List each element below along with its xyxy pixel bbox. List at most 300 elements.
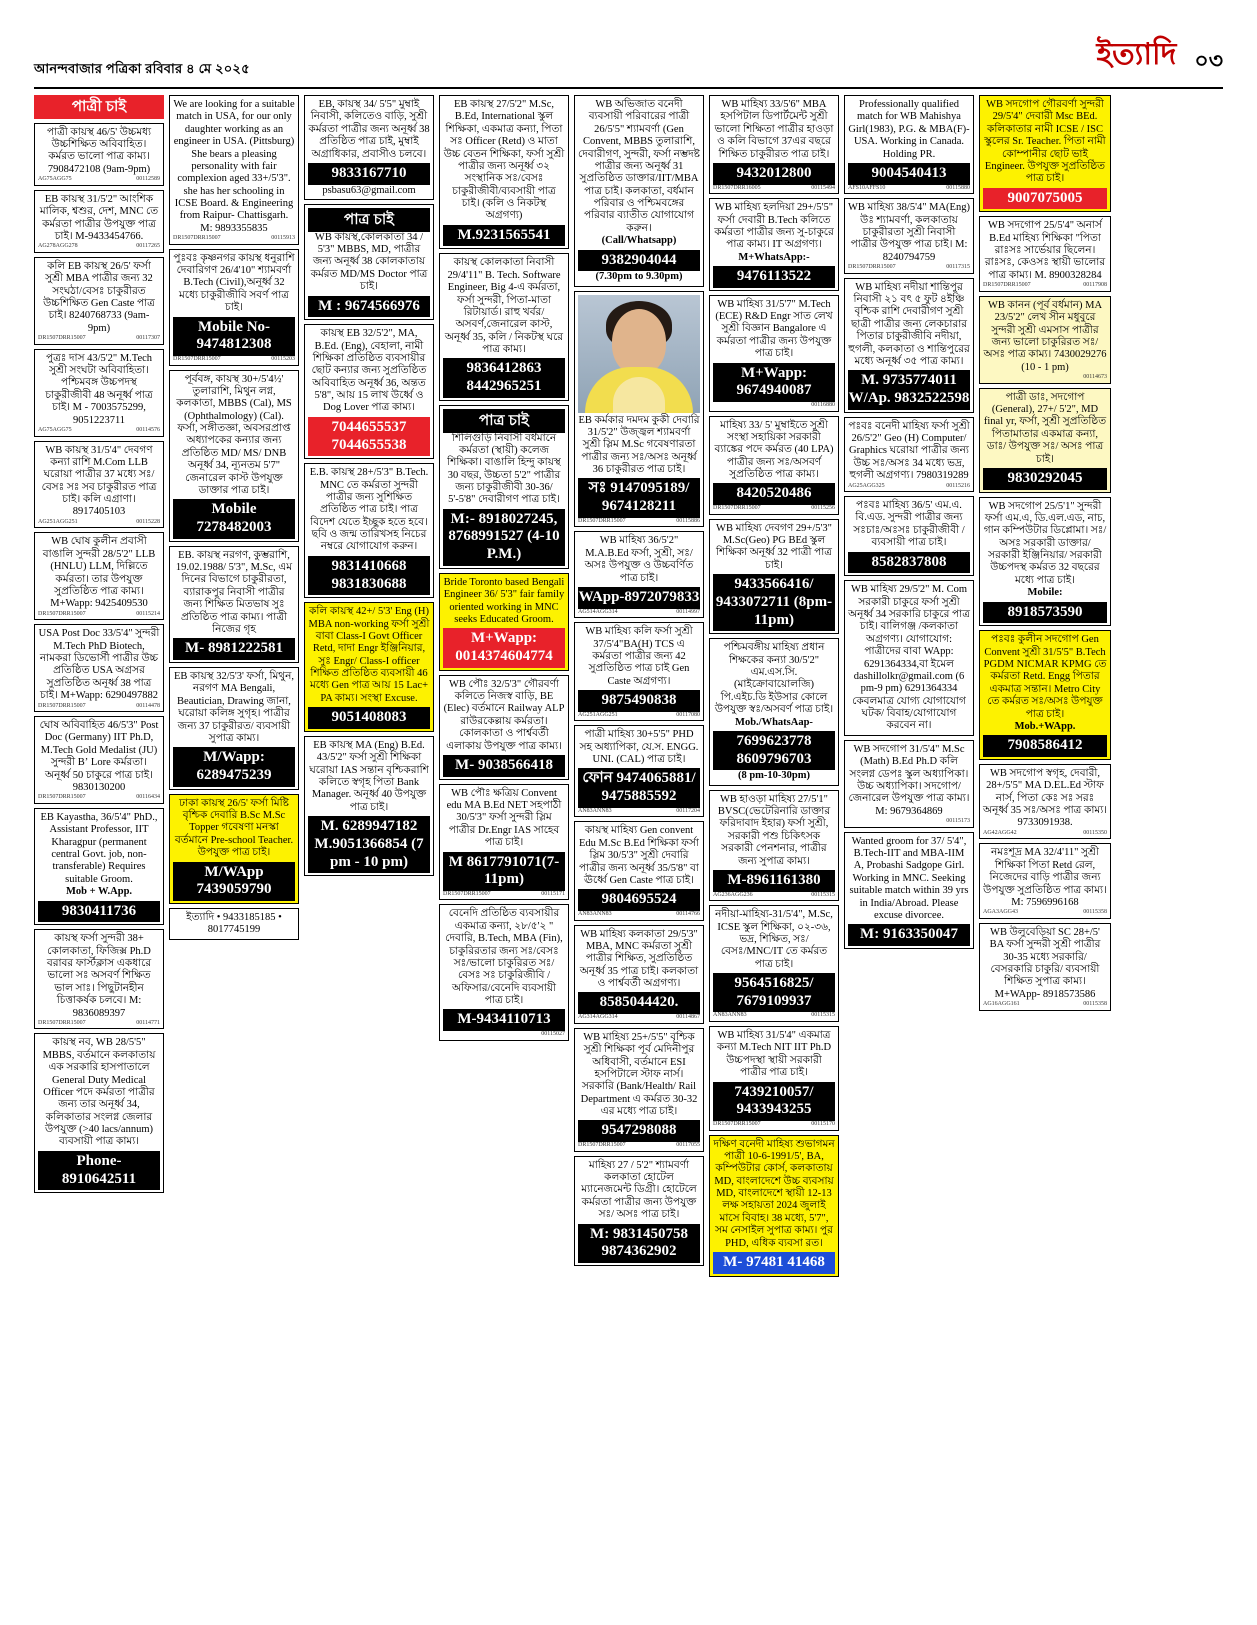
ad-code-left: AFS10AFFS10 xyxy=(848,184,886,191)
ad-c7-5 xyxy=(844,496,974,576)
ad-code-right: 00115358 xyxy=(1083,1001,1107,1008)
ad-reference-code xyxy=(38,243,160,250)
ad-body: পশ্চিমবঙ্গীয় মাহিষ্য প্রধান শিক্ষকের কন্যা 30/5'2" এম.এস.সি. (মাইক্রোবায়োলজি) পি.এইচ.ডি ইউসার কোলে উপযুক্ত স্বঃ/অসবর্ণ পাত্র চাই। xyxy=(714,642,834,716)
ad-reference-code xyxy=(983,830,1107,837)
ad-code-right: 00115494 xyxy=(811,184,835,191)
ad-code-left: AN83ANN83 xyxy=(578,807,612,814)
ad-code-right: 00117055 xyxy=(676,1142,700,1149)
ad-c4-3 xyxy=(439,405,569,569)
ad-body: নমঃশূদ্র MA 32/4'11" সুশ্রী শিক্ষিকা পিতা Retd রেল, নিজেদের বাড়ি পাত্রীর জন্য উপযুক্ত সুপ্রতিষ্ঠিত পাত্র কাম্য। M: 7596996168 xyxy=(983,847,1107,908)
ad-body: পাত্রী কায়স্থ 46/5' উচ্চমধ্য উচ্চশিক্ষিত অবিবাহিত। কর্মরত ভালো পাত্র কাম্য। 7908472108 (9am-9pm) xyxy=(46,126,152,175)
ad-code-left: AG278AGG278 xyxy=(38,243,78,250)
ad-code-left: AG42AGG42 xyxy=(983,829,1017,836)
ad-body: WB অভিজাত বনেদী ব্যবসায়ী পরিবারের পাত্রী 26/5'5" শ্যামবর্ণা (Gen Convent, MBBS তুলারাশি, দেবারীগণ, সুন্দরী, ফর্সা নম্ভদষ্ট পাত্রীর জন্য অনূর্ধ্ব 31 সুপ্রতিষ্ঠিত ডাক্তার/IIT/MBA পাত্র চাই। কলকাতা, বর্ধমান পরিবার ও পশ্চিমবঙ্গের পরিবার ব্যাতীত যোগাযোগ করুন। xyxy=(578,99,700,234)
ad-phone-number[interactable]: 9382904044 xyxy=(578,250,700,272)
ad-reference-code xyxy=(173,356,295,363)
ad-body: WB সদগোপ গৌরবর্ণা সুন্দরী 29/5'4" দেবারী Msc BEd. কলিকাতার নামী ICSE / ISC স্কুলের Sr. Teacher. পিতা নামী কোম্পানীর ছোট ভাই Engineer. উপযুক্ত সুপ্রতিষ্ঠিত পাত্র চাই। xyxy=(984,99,1106,185)
ad-body: WB সদগোপ 31/5'4" M.Sc (Math) B.Ed Ph.D কলি সংলগ্ন ডেপঃ স্কুল অধ্যাপিকা। উচ্চ অধ্যাপিকা। সদগোপ/জেনারেল উপযুক্ত পাত্র কাম্য। M: 9679364869 xyxy=(848,743,970,817)
ad-code-left: AG236AGG236 xyxy=(713,891,753,898)
ad-c1-9 xyxy=(34,808,164,925)
ad-body: পাত্রী মাহিষ্য 30+5'5" PHD সহ অধ্যাপিকা, যে.স. ENGG. UNI. (CAL) পাত্র চাই। xyxy=(579,729,699,766)
ad-phone-number[interactable]: M.9231565541 xyxy=(443,225,565,247)
ad-reference-code xyxy=(983,909,1107,916)
ad-phone-number[interactable]: M- 8981222581 xyxy=(173,638,295,660)
ad-code-right: 00114673 xyxy=(1083,374,1107,381)
ad-phone-number[interactable]: সঃ 9147095189/ 9674128211 xyxy=(578,478,700,517)
ad-reference-code xyxy=(983,374,1107,381)
ad-code-right: 00114576 xyxy=(136,426,160,433)
ad-code-right: 00114867 xyxy=(676,1014,700,1021)
ad-c2-1 xyxy=(169,95,299,245)
ad-code-right: 00114997 xyxy=(676,608,700,615)
ad-phone-number[interactable]: 9051408083 xyxy=(308,707,430,729)
ad-phone-number[interactable]: 9830411736 xyxy=(38,901,160,923)
ad-code-right: 00115315 xyxy=(811,1012,835,1019)
classifieds-grid xyxy=(0,89,1257,1287)
ad-c6-7 xyxy=(709,790,839,902)
ad-c1-2 xyxy=(34,190,164,253)
ad-phone-number[interactable]: 9476113522 xyxy=(713,266,835,288)
ad-body: WB সদগোপ 25/5'4" অনার্স B.Ed মাহিষ্য শিক্ষিকা "পিতা রাঃসঃ সার্ভেয়ার ছিলেন। রাঃসঃ, কেওসঃ স্থায়ী ভালোর পাত্র কাম্য। M. 8900328284 xyxy=(984,220,1106,281)
ad-c6-6 xyxy=(709,638,839,785)
ad-reference-code xyxy=(983,282,1107,289)
ad-phone-number[interactable]: ফোন 9474065881/ 9475885592 xyxy=(578,768,700,807)
masthead-right xyxy=(1097,30,1223,81)
ad-body: EB কর্মকার দমদম কুকী দেবারি 31/5'2" উজ্জ্বল শ্যামবর্ণা সুশ্রী স্লিম M.Sc গবেষণারতা পাত্রীর জন্য সঃ/অসঃ অনূর্ধ্ব 36 চাকুরীরত পাত্র চাই। xyxy=(578,414,700,476)
ad-c5-4 xyxy=(574,725,704,817)
ad-phone-number[interactable]: M-9434110713 xyxy=(443,1009,565,1031)
ad-body: পঃবঃ বনেদী মাহিষ্য ফর্সা সুশ্রী 26/5'2" Geo (H) Computer/ Graphics ঘরোয়া পাত্রীর জন্য উচ্চ সঃ/অসঃ 34 মধ্যে ভদ্র, হুগলী অগ্রগণ্য। 7980319289 xyxy=(848,420,970,482)
page-number: ০৩ xyxy=(1194,48,1223,73)
ad-body: WB মাহিষ্য হলদিয়া 29+/5'5" ফর্সা দেবারী B.Tech কলিতে কর্মরতা পাত্রীর জন্য সু-চাকুরে পাত্র কাম্য। IT অগ্রগণ্য। xyxy=(714,202,834,251)
ad-c3-1 xyxy=(304,95,434,200)
ad-phone-number[interactable]: M/WApp 7439059790 xyxy=(173,862,295,901)
ad-body: ইত্যাদি • 9433185185 • 8017745199 xyxy=(186,911,282,936)
ad-c8-7 xyxy=(979,764,1111,839)
ad-phone-number[interactable]: 9836412863 8442965251 xyxy=(443,358,565,397)
ad-code-left: DR1507DRR15007 xyxy=(848,264,896,271)
ad-phone-label: Mob./WhatsAap- xyxy=(735,716,813,728)
ad-phone-number[interactable]: M: 9163350047 xyxy=(848,924,970,946)
classified-column-7 xyxy=(844,95,974,1277)
ad-c1-6 xyxy=(34,532,164,620)
ad-body: WB পৌঃ 32/5'3" গৌরবর্ণা কলিতে নিজস্ব বাড়ি, BE (Elec) বর্তমানে Railway ALP রাউরকেল্লায় কর্মরতা। কোলকাতা ও পার্শ্ববর্তী এলাকায় উপযুক্ত পাত্র কাম্য। xyxy=(443,678,565,752)
ad-c6-8 xyxy=(709,905,839,1022)
ad-body: পঃবঃ মাহিষ্য 36/5' এম.এ. বি.এড. সুন্দরী পাত্রীর জন্য সঃচাঃ/অঃসঃ চাকুরীজীবী / ব্যবসায়ী পাত্র চাই। xyxy=(853,500,965,549)
ad-body: We are looking for a suitable match in USA, for our only daughter working as an engineer in USA. (Pittsburg) She bears a pleasing personality with fair complexion aged 33+/5'3". she has her schooling in ICSE Board. & Engineering from Raipur- Chattisgarh. M: 9893355835 xyxy=(173,99,295,234)
classified-column-4 xyxy=(439,95,569,1277)
ad-body: দক্ষিণ বনেদী মাহিষ্য শুভাগমন পাত্রী 10-6-1991/5', BA, কম্পিউটার কোর্স, কলকাতায় MD, বাংলাদেশে উচ্চ ব্যবসায় MD, বাংলাদেশে স্থায়ী 12-13 লক্ষ সহায়তা 2024 জুলাই মাসে বিবাহ। 38 মধ্যে, 5'7", সম নেসাইল সুপাত্র কাম্য। পুর PHD, এধিক ব্যবসা রত। xyxy=(713,1138,835,1249)
ad-body: ঘোষ অবিবাহিত 46/5'3" Post Doc (Germany) IIT Ph.D, M.Tech Gold Medalist (JU) সুন্দরী Bʼ Lore কর্মরতা। অনূর্ধ্ব 50 চাকুরে পাত্র চাই। 9830130200 xyxy=(39,720,159,793)
ad-body: WB সদগোপ 25/5'1" সুন্দরী ফর্সা এম.এ, ডি.এল.এড, নাচ, গান কম্পিউটার ডিপ্লোমা। সঃ/অসঃ সরকারী ডাক্তার/ সরকারী ইঞ্জিনিয়ার/ সরকারী উচ্চপদস্থ কর্মরত 32 বছরের মধ্যে পাত্র চাই। xyxy=(983,500,1107,586)
ad-c3-6 xyxy=(304,736,434,876)
ad-reference-code xyxy=(713,1121,835,1128)
ad-phone-number[interactable]: 9007075005 xyxy=(983,188,1107,210)
ad-phone-number[interactable]: M 8617791071(7-11pm) xyxy=(443,852,565,891)
ad-code-right: 00117908 xyxy=(1083,282,1107,289)
ad-c2-7 xyxy=(169,908,299,940)
ad-email[interactable]: psbasu63@gmail.com xyxy=(322,184,416,196)
ad-body: WB মাহিষ্য 38/5'4" MA(Eng) উঃ শ্যামবর্ণা, কলকাতায় চাকুরীরতা সুশ্রী নিবাসী পাত্রীর উপযুক্ত পাত্র চাই। M: 8240794759 xyxy=(848,202,970,263)
ad-body: WB মাহিষ্য 25+/5'5" বৃশ্চিক সুশ্রী শিক্ষিকা পূর্ব মেদিনীপুর অধিবাসী, বর্তমানে ESI হসপিটালে স্টাফ নার্স। সরকারি (Bank/Health/ Rail Department এ কর্মরত 30-32 এর মধ্যে পাত্র চাই। xyxy=(580,1031,698,1117)
ad-body: WB উলুবেড়িয়া SC 28+/5' BA ফর্সা সুন্দরী সুশ্রী পাত্রীর 30-35 মধ্যে সরকারি/বেসরকারি চাকুরি/ ব্যবসায়ী শিক্ষিত সুপাত্র কাম্য। M+WApp- 8918573586 xyxy=(989,926,1101,1000)
ad-c2-6 xyxy=(169,794,299,904)
ad-code-right: 00115214 xyxy=(136,610,160,617)
ad-body: WB মাহিষ্য 36/5'2" M.A.B.Ed ফর্সা, সুশ্রী, সঃ/অসঃ উপযুক্ত ও উচ্চবর্ণিত পাত্র চাই। xyxy=(584,535,694,584)
ad-c4-2 xyxy=(439,253,569,400)
ad-c5-photo xyxy=(574,291,704,528)
ad-code-left: DR1507DRR15007 xyxy=(38,1019,86,1026)
ad-reference-code xyxy=(38,519,160,526)
ad-phone-number[interactable]: M : 9674566976 xyxy=(308,296,430,318)
ad-phone-number[interactable]: M- 9038566418 xyxy=(443,755,565,777)
ad-code-right: 00115315 xyxy=(811,891,835,898)
ad-code-right: 00116434 xyxy=(136,794,160,801)
ad-c7-1 xyxy=(844,95,974,194)
ad-reference-code xyxy=(578,518,700,525)
ad-c4-4 xyxy=(439,573,569,671)
ad-c8-2 xyxy=(979,216,1111,291)
ad-c3-4 xyxy=(304,463,434,598)
ad-phone-number[interactable]: 9564516825/ 7679109937 xyxy=(713,973,835,1012)
ad-reference-code xyxy=(173,235,295,242)
ad-body: WB মাহিষ্য 31/5'4" একমাত্র কন্যা M.Tech NIT IIT Ph.D উচ্চপদস্থা স্থায়ী সরকারী পাত্রীর পাত্র চাই। xyxy=(716,1030,832,1079)
ad-body: শিলিগুড়ি নিবাসী বর্ধমানে কর্মরতা (স্থায়ী) কলেজ শিক্ষিকা। বাঙালি হিন্দু কায়স্থ 30 বছর, উচ্চতা 5'2" পাত্রীর জন্য চাকুরীজীবী 30-36/ 5'-5'8" দেবারীগণ পাত্র চাই। xyxy=(447,432,561,506)
ad-code-right: 00115358 xyxy=(1083,909,1107,916)
ad-c8-8 xyxy=(979,843,1111,918)
ad-phone-number[interactable]: 9875490838 xyxy=(578,690,700,712)
ad-phone-number[interactable]: 9004540413 xyxy=(848,163,970,185)
ad-phone-number[interactable]: M. 9735774011 W/Ap. 9832522598 xyxy=(848,370,970,409)
ad-code-right: 00115216 xyxy=(946,482,970,489)
ad-code-right: 00115913 xyxy=(271,235,295,242)
ad-code-right: 00115880 xyxy=(946,184,970,191)
ad-phone-note: (Call/Whatsapp) xyxy=(601,235,677,247)
ad-reference-code xyxy=(848,818,970,825)
ad-code-right: 00116880 xyxy=(811,401,835,408)
ad-phone-time: (8 pm-10-30pm) xyxy=(737,770,811,782)
ad-reference-code xyxy=(713,892,835,899)
ad-c1-10 xyxy=(34,929,164,1029)
ad-c5-6 xyxy=(574,925,704,1024)
ad-reference-code xyxy=(443,891,565,898)
ad-header: পাত্রী চাই xyxy=(34,95,164,119)
ad-c7-3 xyxy=(844,278,974,413)
ad-c3-5 xyxy=(304,602,434,732)
ad-body: Professionally qualified match for WB Mahishya Girl(1983), P.G. & MBA(F)-USA. Working in Canada. Holding PR. xyxy=(848,99,970,160)
ad-body: Wanted groom for 37/ 5'4", B.Tech-IIT and MBA-IIM A, Probashi Sadgope Girl. Working in MNC. Seeking suitable match within 39 yrs in India/Abroad. Please excuse divorcee. xyxy=(849,835,969,921)
ad-body: WB কায়স্থ 31/5'4" দেবগণ কন্যা রাশি M.Com LLB ঘরোয়া পাত্রীর 37 মধ্যে সঃ/বেসঃ সঃ সব চাকুরীরত পাত্র চাই। কলি এগ্রাণা। 8917405103 xyxy=(41,444,157,518)
ad-phone-label: Mobile: xyxy=(1027,587,1063,599)
ad-phone-number[interactable]: 7439210057/ 9433943255 xyxy=(713,1082,835,1121)
ad-reference-code xyxy=(713,505,835,512)
ad-body: WB মাহিষ্য কলি ফর্সা সুশ্রী 37/5'4"BA(H) TCS এ কর্মরতা পাত্রীর জন্য 42 সুপ্রতিষ্ঠিত পাত্র চাই Gen Caste অগ্রগণ্য। xyxy=(585,626,693,687)
ad-header: পাত্র চাই xyxy=(308,208,430,232)
ad-c1-3 xyxy=(34,257,164,345)
ad-phone-number[interactable]: 8420520486 xyxy=(713,483,835,505)
ad-phone-number[interactable]: M- 97481 41468 xyxy=(713,1252,835,1274)
ad-body: E.B. কায়স্থ 28+/5'3" B.Tech. MNC তে কর্মরতা সুন্দরী পাত্রীর জন্য সুশিক্ষিত প্রতিষ্ঠিত পাত্র চাই। পাত্র বিদেশ যেতে ইচ্ছুক হতে হবে। ছবি ও জন্ম তারিখসহ নিচের নম্বরে যোগাযোগ করুন। xyxy=(309,467,429,553)
ad-c3-3 xyxy=(304,324,434,459)
ad-body: কলি কায়স্থ 42+/ 5'3' Eng (H) MBA non-working ফর্সা সুশ্রী বাবা Class-I Govt Officer Retd, দাদা Engr ইঞ্জিনিয়ার, সুঃ Engr/ Class-I officer শিক্ষিত প্রতিষ্ঠিত ব্যবসায়ী 46 মধ্যে Gen পাত্র আয় 15 Lac+ PA কাম্য। সংস্থা Excuse. xyxy=(308,606,430,704)
ad-code-right: 00114478 xyxy=(136,702,160,709)
ad-body: কায়স্থ কোলকাতা নিবাসী 29/4'11" B. Tech. Software Engineer, Big 4-এ কর্মরতা, ফর্সা সুন্দরী, পিতা-মাতা রিটায়ার্ড। রাহু খর্বর/অসবর্ণ,জেনারেল কাস্ট, অনূর্ধ্ব 35, কলি / নিকটস্থ ঘরে পাত্র কাম্য। xyxy=(444,257,564,356)
ad-phone-number[interactable]: 8918573590 xyxy=(983,602,1107,624)
ad-code-left: DR1507DRR15007 xyxy=(38,794,86,801)
ad-code-right: 00117265 xyxy=(136,243,160,250)
ad-c1-8 xyxy=(34,716,164,804)
ad-c4-7 xyxy=(439,904,569,1040)
ad-phone-number[interactable]: M: 9831450758 9874362902 xyxy=(578,1224,700,1263)
ad-c5-7 xyxy=(574,1028,704,1152)
ad-phone-number[interactable]: M/Wapp: 6289475239 xyxy=(173,747,295,786)
ad-c5-8 xyxy=(574,1156,704,1266)
ad-code-right: 00115173 xyxy=(946,818,970,825)
ad-phone-number[interactable]: M+Wapp: 9674940087 xyxy=(713,363,835,402)
ad-body: WB কায়স্থ,কোলকাতা 34 / 5'3" MBBS, MD, পাত্রীর জন্য অনূর্ধ্ব 38 কোলকাতায় কর্মরত MD/MS Doctor পাত্র চাই। xyxy=(310,231,428,293)
ad-phone-label: Mob.+WApp. xyxy=(1014,720,1076,732)
ad-c1-7 xyxy=(34,624,164,712)
ad-code-right: 00114766 xyxy=(676,911,700,917)
ad-code-right: 00115886 xyxy=(676,517,700,524)
ad-code-left: AG75AGG75 xyxy=(38,176,72,183)
ad-code-left: AG75AGG75 xyxy=(38,426,72,433)
ad-code-left: AN83ANN83 xyxy=(578,911,612,917)
ad-reference-code xyxy=(38,335,160,342)
ad-code-left: DR1507DRR16005 xyxy=(713,184,761,191)
ad-reference-code xyxy=(848,185,970,192)
masthead xyxy=(0,0,1257,85)
ad-code-right: 00115027 xyxy=(541,1031,565,1038)
classified-column-3 xyxy=(304,95,434,1277)
ad-phone-number[interactable]: 8585044420. xyxy=(578,992,700,1014)
ad-phone-label: M+WhatsApp:- xyxy=(738,251,810,263)
ad-code-left: AG251AGG251 xyxy=(578,711,618,718)
ad-phone-number[interactable]: 7699623778 8609796703 xyxy=(713,731,835,770)
ad-c6-1 xyxy=(709,95,839,194)
ad-body: WB ঘোষ কুলীন প্রবাসী বাঙালি সুন্দরী 28/5'2" LLB (HNLU) LLM, দিল্লিতে কর্মরতা। তার উপযুক্ত সুপ্রতিষ্ঠিত পাত্র কাম্য। M+Wapp: 9425409530 xyxy=(42,536,156,610)
ad-body: মাহিষ্য 33/ 5' মুম্বাইতে সুশ্রী সংস্থা সহায়িকা সরকারী ব্যাঙ্কের পদে কর্মরত (40 LPA) পাত্রীর জন্য সঃ/অসবর্ণ সুপ্রতিষ্ঠিত পাত্র কাম্য। xyxy=(714,419,834,481)
ad-c8-9 xyxy=(979,923,1111,1011)
ad-c6-5 xyxy=(709,519,839,635)
ad-c5-3 xyxy=(574,622,704,721)
ad-phone-number[interactable]: 9432012800 xyxy=(713,163,835,185)
ad-body: EB কায়স্থ MA (Eng) B.Ed. 43/5'2" ফর্সা সুশ্রী শিক্ষিকা ঘরোয়া IAS সন্তান বৃশ্চিকরাশি কলিতে স্বগৃহ পিতা Bank Manager. অনূর্ধ্ব 40 উপযুক্ত পাত্র চাই। xyxy=(309,739,429,813)
ad-c2-4 xyxy=(169,546,299,663)
ad-reference-code xyxy=(38,611,160,618)
ad-body: পুত্রঃ দাস 43/5'2" M.Tech সুশ্রী সংঘটা অবিবাহিতা। পশ্চিমবঙ্গ উচ্চপদস্থ চাকুরীজীবী 48 অনূর্ধ্ব পাত্র চাই। M - 7003575299, 9051223711 xyxy=(45,352,153,426)
ad-body: WB হাওড়া মাহিষ্য 27/5'1" BVSC(ভেটেরিনারি ডাক্তার ফরিদাবাদ ইহার) ফর্সা সুশ্রী, সরকারী পশু চিকিৎসক সরকারী পেনশনার, পাত্রীর জন্য সুপাত্র কাম্য। xyxy=(717,793,831,867)
ad-c6-4 xyxy=(709,416,839,515)
ad-c5-1 xyxy=(574,95,704,287)
ad-code-left: DR1507DRR15007 xyxy=(578,1142,626,1149)
ad-code-right: 00117080 xyxy=(676,711,700,718)
ad-code-right: 00115171 xyxy=(541,890,565,897)
masthead-date: আনন্দবাজার পত্রিকা রবিবার ৪ মে ২০২৫ xyxy=(34,61,250,76)
ad-body: EB Kayastha, 36/5'4" PhD., Assistant Professor, IIT Kharagpur (permanent central Govt. job, non-transferable) Requires suitable Groom. xyxy=(40,811,158,885)
ad-body: USA Post Doc 33/5'4" সুন্দরী M.Tech PhD Biotech, নামকরা ডিভোর্সী পাত্রীর উচ্চ প্রতিষ্ঠিত USA অগ্রসর সুপ্রতিষ্ঠিত অনূর্ধ্ব 38 পাত্র চাই। M+Wapp: 6290497882 xyxy=(38,628,160,702)
ad-code-left: AG314AGG314 xyxy=(578,1014,618,1021)
classified-column-1 xyxy=(34,95,164,1277)
ad-code-right: 00115228 xyxy=(136,518,160,525)
ad-reference-code xyxy=(38,794,160,801)
ad-body: পাত্রী ডাঃ, সদগোপ (General), 27+/ 5'2", MD final yr, ফর্সা, সুশ্রী সুপ্রতিষ্ঠিত পিতামাতার একমাত্র কন্যা, ডাঃ/ উপযুক্ত সঃ/ অসঃ পাত্র চাই। xyxy=(983,391,1107,465)
ad-c1-1 xyxy=(34,123,164,186)
ad-body: WB মাহিষ্য 31/5'7" M.Tech (ECE) R&D Engr সাত লেখ সুশ্রী বিজ্ঞান Bangalore এ কর্মরতা পাত্রীর জন্য উপযুক্ত পাত্র চাই। xyxy=(715,298,833,360)
ad-body: WB কানন (পূর্ব বর্ধমান) MA 23/5'2" লেখ সীন মধুবুরে সুন্দরী সুশ্রী এমসাস পাত্রীর জন্য ভালো চাকুরিরত সঃ/অসঃ পাত্র কাম্য। 7430029276 (10 - 1 pm) xyxy=(983,299,1107,373)
ad-body: Bride Toronto based Bengali Engineer 36/ 5'3" fair family oriented working in MNC seeks Educated Groom. xyxy=(443,576,565,625)
ad-code-left: DR1507DRR15007 xyxy=(38,335,86,342)
ad-c8-3 xyxy=(979,296,1111,384)
ad-body: WB সদগোপ স্বগৃহ, দেবারী, 28+/5'5" MA D.EL.Ed স্টাফ নার্স, পিতা কেঃ সঃ সরঃ অনূর্ধ্ব 35 সঃ/অসঃ পাত্র কাম্য। 9733091938. xyxy=(983,767,1108,829)
ad-code-left: AG25AGG325 xyxy=(848,482,885,489)
ad-c1-11 xyxy=(34,1033,164,1193)
ad-phone-number[interactable]: 9830292045 xyxy=(983,468,1107,490)
ad-phone-number[interactable]: Mobile 7278482003 xyxy=(173,499,295,538)
ad-c4-1 xyxy=(439,95,569,249)
ad-c2-3 xyxy=(169,370,299,542)
ad-c7-6 xyxy=(844,580,974,736)
ad-c5-5 xyxy=(574,821,704,920)
ad-c8-6 xyxy=(979,630,1111,760)
ad-code-left: DR1507DRR15007 xyxy=(983,282,1031,289)
ad-reference-code xyxy=(983,1001,1107,1008)
ad-body: পঃবঃ কুলীন সদগোপ Gen Convent সুশ্রী 31/5'5" B.Tech PGDM NICMAR KPMG তে কর্মরতা Retd. Engg পিতার একমাত্র সন্তান। Metro City তে কর্মরত সঃ/অসঃ উপযুক্ত পাত্র চাই। xyxy=(983,634,1107,720)
ad-reference-code xyxy=(38,1020,160,1027)
ad-body: WB মাহিষ্য 33/5'6" MBA হসপিটাল ডিপার্টমেন্ট সুশ্রী ভালো শিক্ষিতা পাত্রীর হাওড়া ও কলি বিভাগে 37এর বছরে শিক্ষিত চাকুরীরত পাত্র চাই। xyxy=(714,99,834,160)
ad-code-right: 00114771 xyxy=(136,1019,160,1026)
ad-body: বেনেদি প্রতিষ্ঠিত ব্যবসায়ীর একমাত্র কন্যা, ২৮/৫'২ " দেবারি, B.Tech, MBA (Fin), চাকুরিরতার জন্য সঃ/বেসঃ সঃ/ভালো চাকুরিরত সঃ/বেসঃ সঃ চাকুরিজীবি / অফিসার/বেনেদি ব্যবসায়ী পাত্র চাই। xyxy=(445,908,563,1007)
ad-body: EB. কায়স্থ নরগণ, কুম্ভরাশি, 19.02.1988/ 5'3", M.Sc, এম দিনের বিভাগে চাকুরীরতা, ব্যারাকপুর নিবাসী পাত্রীর জন্য শিক্ষিত মিতভাষ সুঃ প্রতিষ্ঠিত পাত্র কাম্য। পাত্রী নিজের গৃহ xyxy=(175,549,293,635)
ad-c2-5 xyxy=(169,667,299,790)
ad-c7-2 xyxy=(844,198,974,273)
ad-reference-code xyxy=(848,264,970,271)
ad-reference-code xyxy=(38,176,160,183)
ad-phone-number[interactable]: Phone- 8910642511 xyxy=(38,1151,160,1190)
classified-column-8 xyxy=(979,95,1111,1277)
ad-c7-4 xyxy=(844,417,974,492)
ad-phone-number[interactable]: 9804695524 xyxy=(578,889,700,911)
ad-c6-3 xyxy=(709,295,839,412)
ad-header: পাত্র চাই xyxy=(443,409,565,433)
ad-c8-1 xyxy=(979,95,1111,212)
ad-body: কায়স্থ EB 32/5'2", MA, B.Ed. (Eng), বেহালা, নামী শিক্ষিকা প্রতিষ্ঠিত ব্যবসায়ীর ছোট কন্যার জন্য সুপ্রতিষ্ঠিত অবিবাহিত অনূর্ধ্ব 36, অন্তত 5'8", আয় 15 লাখ উর্ধ্বে ও Dog Lover পাত্র কাম্য। xyxy=(311,328,427,414)
ad-code-left: DR1507DRR15007 xyxy=(173,235,221,242)
ad-reference-code xyxy=(578,1142,700,1149)
ad-body: EB কায়স্থ 32/5'3' ফর্সা, মিথুন, নরগণ MA Bengali, Beautician, Drawing জানা, ঘরোয়া কলিঙ্গ সুগৃহ। পাত্রীর জন্য 37 চাকুরীরত/ ব্যবসায়ী সুপাত্র কাম্য। xyxy=(174,671,294,744)
ad-body: WB মাহিষ্য নদীয়া শান্তিপুর নিবাসী ২১ বৎ ৫ ফুট ৪ইঞ্চি বৃশ্চিক রাশি দেবারীগণ সুশ্রী ছাত্রী পাত্রীর জন্য লেকচারার পিতার চাকুরীজীবি নদীয়া, হুগলী, কলকাতা ও শান্তিপুরের মধ্যে অনূর্ধ্ব ৩৫ পাত্র কাম্য। xyxy=(848,281,970,367)
ad-phone-number[interactable]: 9433566416/ 9433072711 (8pm-11pm) xyxy=(713,574,835,631)
ad-c3-2 xyxy=(304,204,434,320)
ad-c1-4 xyxy=(34,349,164,437)
ad-code-left: DR1507DRR15007 xyxy=(173,355,221,362)
ad-c6-10 xyxy=(709,1135,839,1277)
bride-photo xyxy=(578,295,700,413)
ad-body: কায়স্থ ফর্সা সুন্দরী 38+ কোলকাতা, ফিজিক্স Ph.D বরাবর ফার্স্টক্লাস একধারে ভালো সঃ অসবর্ণ শিক্ষিত ভাল সাঃ। পিছুটানহীন চিত্তাকর্ষক চলবে। M: 9836089397 xyxy=(46,933,152,1019)
ad-code-left: AG251AGG251 xyxy=(38,518,78,525)
ad-phone-number[interactable]: 9833167710 xyxy=(308,163,430,185)
ad-body: WB মাহিষ্য কলকাতা 29/5'3" MBA, MNC কর্মরতা সুশ্রী পাত্রীর শিক্ষিত, সুপ্রতিষ্ঠিত অনূর্ধ্ব 35 পাত্র চাই। কলকাতা ও পার্শ্ববর্তী অগ্রগণ্য। xyxy=(579,928,699,990)
section-header-patri-chai xyxy=(34,95,164,119)
ad-code-right: 00117315 xyxy=(946,264,970,271)
ad-body: পূর্ববঙ্গ, কায়স্থ 30+/5'4½' তুলারাশি, মিথুন লগ্ন, কলকাতা, MBBS (Cal), MS (Ophthalmology) (Cal). ফর্সা, সঙ্গীতজ্ঞা, অবসরপ্রাপ্ত অধ্যাপকের কন্যার জন্য প্রতিষ্ঠিত MD/ MS/ DNB অনূর্ধ্ব 34, ন্যূনতম 5'7" জেনারেল কাস্ট উপযুক্ত ডাক্তার পাত্র চাই। xyxy=(176,373,292,496)
ad-phone-number[interactable]: M-8961161380 xyxy=(713,870,835,892)
ad-reference-code xyxy=(713,185,835,192)
ad-code-right: 00112589 xyxy=(136,176,160,183)
ad-phone-number[interactable]: 8582837808 xyxy=(848,552,970,574)
ad-body: নদীয়া-মাহিষ্য-31/5'4", M.Sc, ICSE স্কুল শিক্ষিকা, ০২-৩৬, ভদ্র, শিক্ষিত, সঃ/বেসঃ/MNC/IT তে কর্মরত পাত্র চাই। xyxy=(715,909,833,970)
ad-body: কায়স্থ মাহিষ্য Gen convent Edu M.Sc B.Ed শিক্ষিকা ফর্সা স্লিম 30/5'3" সুশ্রী দেবারি পাত্রীর জন্য অনূর্ধ্ব 35/5'8" বা ঊর্ধ্বে Gen Caste পাত্র চাই। xyxy=(579,825,699,886)
ad-phone-number[interactable]: M:- 8918027245, 8768991527 (4-10 P.M.) xyxy=(443,509,565,566)
ad-c2-2 xyxy=(169,249,299,366)
ad-reference-code xyxy=(38,703,160,710)
ad-code-right: 00117204 xyxy=(676,807,700,814)
ad-reference-code xyxy=(578,1014,700,1021)
classified-column-2 xyxy=(169,95,299,1277)
ad-code-right: 00115170 xyxy=(811,1120,835,1127)
ad-code-left: DR1507DRR15007 xyxy=(38,702,86,709)
ad-c4-6 xyxy=(439,784,569,901)
classified-column-5 xyxy=(574,95,704,1277)
ad-c6-9 xyxy=(709,1026,839,1130)
ad-code-right: 00115256 xyxy=(811,505,835,512)
ad-reference-code xyxy=(578,808,700,815)
ad-body: WB পৌঃ ক্ষত্রিয় Convent edu MA B.Ed NET সহপাঠী 30/5'3" ফর্সা সুন্দরী স্লিম পাত্রীর Dr.Engr IAS সাহেব পাত্র চাই। xyxy=(446,787,562,849)
ad-code-left: DR1507DRR15007 xyxy=(713,505,761,512)
ad-phone-time: (7.30pm to 9.30pm) xyxy=(595,271,683,283)
ad-reference-code xyxy=(713,402,835,409)
ad-body: পুঃবঃ কৃষ্ণনগর কায়স্থ ধনুরাশি দেবারিগণ 26/4'10" শ্যামবর্ণা B.Tech (Civil),অনূর্ধ্ব 32 মধ্যে চাকুরীজীবি সবর্ণ পাত্র চাই। xyxy=(173,252,295,314)
ad-c6-2 xyxy=(709,198,839,291)
ad-code-left: DR1507DRR15007 xyxy=(38,610,86,617)
ad-phone-number[interactable]: 9547298088 xyxy=(578,1120,700,1142)
ad-phone-number[interactable]: 7044655537 7044655538 xyxy=(308,417,430,456)
ad-phone-number[interactable]: WApp-8972079833 xyxy=(578,587,700,609)
ad-body: কলি EB কায়স্থ 26/5' ফর্সা সুশ্রী MBA পাত্রীর জন্য 32 সংঘঠা/বেসঃ চাকুরীরত উচ্চশিক্ষিত Gen Caste পাত্র চাই। 8240768733 (9am-9pm) xyxy=(43,260,155,334)
ad-c8-4 xyxy=(979,388,1111,493)
ad-code-left: DR1507DRR15007 xyxy=(443,890,491,897)
ad-code-left: AG514AGG314 xyxy=(578,608,618,615)
ad-code-left: DR1507DRR15007 xyxy=(578,517,626,524)
ad-reference-code xyxy=(578,609,700,616)
ad-body: কায়স্থ নব, WB 28/5'5" MBBS, বর্তমানে কলকাতায় এক সরকারি হাসপাতালে General Duty Medical Officer পদে কর্মরতা পাত্রীর জন্য তার অনূর্ধ্ব 34, কলিকাতার সংলগ্ন জেলার উপযুক্ত (>40 lacs/annum) ব্যবসায়ী পাত্র কাম্য। xyxy=(42,1037,156,1148)
ad-phone-number[interactable]: M. 6289947182 M.9051366854 (7 pm - 10 pm) xyxy=(308,816,430,873)
ad-phone-number[interactable]: 7908586412 xyxy=(983,735,1107,757)
ad-c5-2 xyxy=(574,531,704,618)
ad-c7-8 xyxy=(844,832,974,949)
ad-phone-number[interactable]: M+Wapp: 0014374604774 xyxy=(443,628,565,667)
ad-body: WB মাহিষ্য 29/5'2" M. Com সরকারী চাকুরে ফর্সা সুশ্রী অনূর্ধ্ব 34 সরকারি চাকুরে পাত্র চাই। বালিগঞ্জ /কলকাতা অগ্রগণ্য। যোগাযোগ: পাত্রীদের বাবা WApp: 6291364334,বা ইমেল dashillolkr@gmail.com (6 pm-9 pm) 6291364334 কেবলমাত্র যোগ্য যোগাযোগ ঘটক/ বিবাহ/যোগাযোগ করবেন না। xyxy=(848,584,970,732)
ad-reference-code xyxy=(713,1012,835,1019)
ad-code-right: 00117307 xyxy=(136,335,160,342)
ad-reference-code xyxy=(848,483,970,490)
ad-reference-code xyxy=(578,911,700,918)
ad-body: EB কায়স্থ 31/5'2" আংশিক মালিক, শ্বশুর, দেশ, MNC তে কর্মরতা পাত্রীর উপযুক্ত পাত্র চাই। M-9433454766. xyxy=(39,193,159,242)
ad-c1-5 xyxy=(34,441,164,529)
ad-code-right: 00115203 xyxy=(271,355,295,362)
ad-reference-code xyxy=(443,1031,565,1038)
ad-reference-code xyxy=(38,427,160,434)
classified-column-6 xyxy=(709,95,839,1277)
ad-phone-number[interactable]: 9831410668 9831830688 xyxy=(308,556,430,595)
ad-c4-5 xyxy=(439,675,569,780)
ad-body: EB কায়স্থ 27/5'2" M.Sc, B.Ed, International স্কুল শিক্ষিকা, একমাত্র কন্যা, পিতা সঃ Officer (Retd) ও মাতা উচ্চ বেতন শিক্ষিকা, ফর্সা সুশ্রী পাত্রীর জন্য অনূর্ধ্ব ৩২ সংস্থানিক সঃ/বেসঃ চাকুরীজীবী/ব্যবসায়ী পাত্র চাই। (কলি ও নিকটস্থ অগ্রগণ্য) xyxy=(443,99,565,222)
ad-phone-number[interactable]: Mobile No- 9474812308 xyxy=(173,317,295,356)
ad-body: ঢাকা কায়স্থ 26/5' ফর্সা মিষ্টি বৃশ্চিক দেবারি B.Sc M.Sc Topper গবেষণা মনস্কা বর্তমানে Pre-school Teacher. উপযুক্ত পাত্র চাই। xyxy=(174,797,294,859)
ad-code-right: 00115350 xyxy=(1083,829,1107,836)
ad-code-left: AGA3AGG43 xyxy=(983,909,1018,916)
ad-phone-label: Mob + W.App. xyxy=(65,886,133,898)
